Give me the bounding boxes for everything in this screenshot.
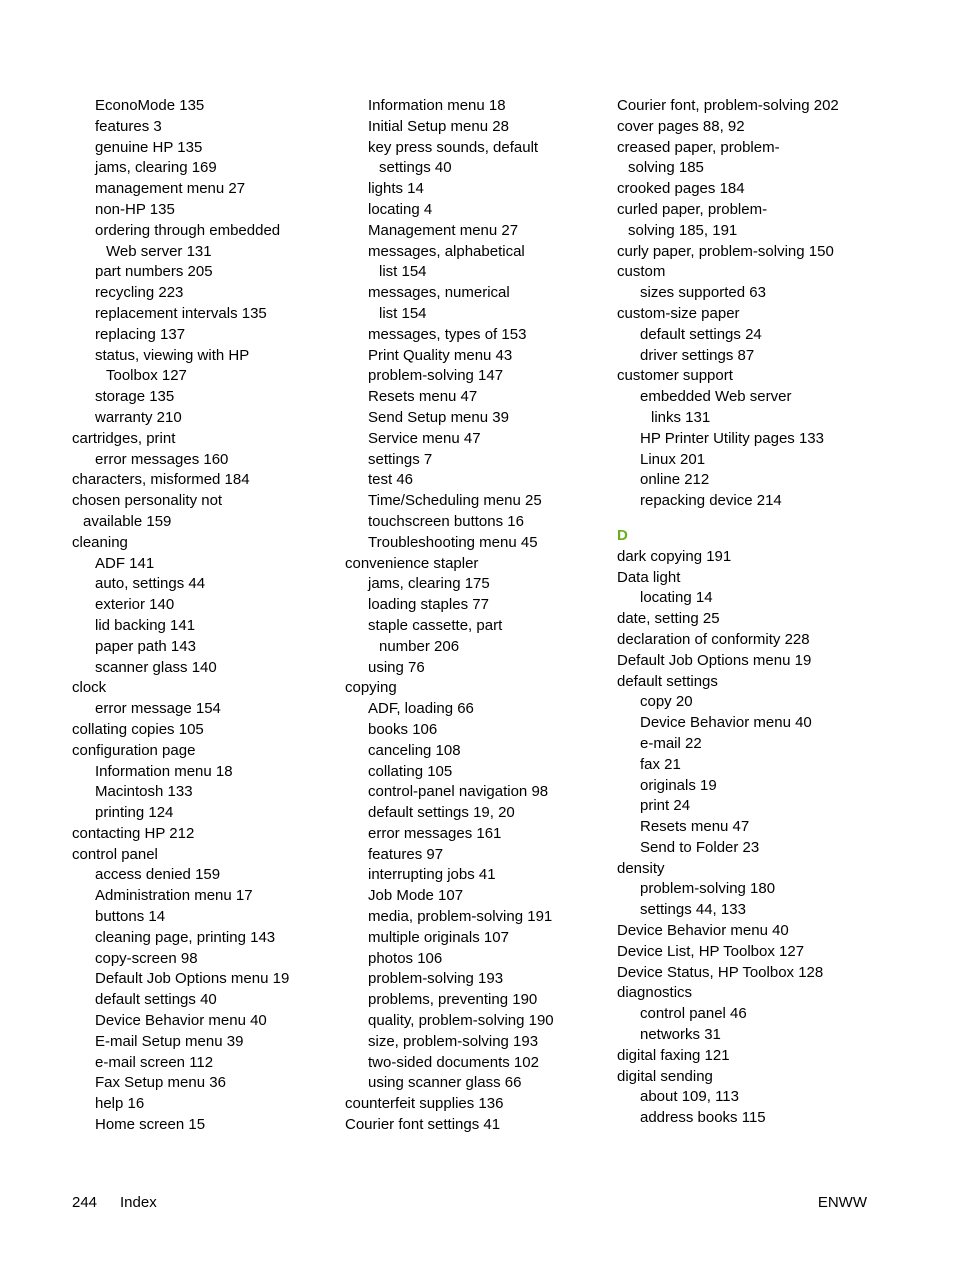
index-entry: curly paper, problem-solving 150 [617,242,834,260]
index-entry: default settings [617,672,718,690]
index-entry-continuation: solving 185, 191 [628,221,738,239]
index-entry: control panel [72,845,158,863]
index-subentry: address books 115 [640,1109,766,1127]
index-entry: custom-size paper [617,304,740,322]
index-subentry: canceling 108 [368,741,461,759]
index-entry-continuation: Toolbox 127 [106,367,187,385]
index-subentry: default settings 40 [95,991,217,1009]
index-subentry: driver settings 87 [640,346,755,364]
index-column-3 [617,96,879,1129]
index-subentry: warranty 210 [95,408,182,426]
index-subentry: locating 14 [640,589,713,607]
index-subentry: Administration menu 17 [95,887,253,905]
index-subentry: two-sided documents 102 [368,1053,539,1071]
index-subentry: Resets menu 47 [640,818,750,836]
index-entry-continuation: Web server 131 [106,242,212,260]
index-entry: cartridges, print [72,429,176,447]
index-subentry: lights 14 [368,180,424,198]
index-entry: customer support [617,367,733,385]
index-subentry: status, viewing with HP [95,346,250,364]
index-subentry: collating 105 [368,762,453,780]
index-subentry: fax 21 [640,755,681,773]
index-entry-continuation: links 131 [651,408,711,426]
index-subentry: messages, types of 153 [368,325,527,343]
index-subentry: online 212 [640,471,710,489]
index-subentry: about 109, 113 [640,1088,739,1106]
index-subentry: ADF, loading 66 [368,700,474,718]
index-entry-line [72,366,334,387]
index-subentry: lid backing 141 [95,616,196,634]
index-entry-line [345,262,607,283]
index-subentry: problems, preventing 190 [368,991,538,1009]
index-entry: creased paper, problem- [617,138,780,156]
index-entry-line [345,158,607,179]
index-entry: date, setting 25 [617,610,720,628]
index-subentry: originals 19 [640,776,717,794]
index-subentry: test 46 [368,471,414,489]
index-entry: Courier font settings 41 [345,1116,501,1134]
index-subentry: media, problem-solving 191 [368,908,553,926]
index-subentry: messages, alphabetical [368,242,525,260]
index-entry: crooked pages 184 [617,180,745,198]
index-subentry: jams, clearing 169 [95,159,217,177]
index-subentry: sizes supported 63 [640,284,766,302]
index-subentry: ADF 141 [95,554,155,572]
index-subentry: recycling 223 [95,284,184,302]
index-entry: Courier font, problem-solving 202 [617,97,839,114]
index-entry-line [72,512,334,533]
index-subentry: features 97 [368,845,444,863]
index-subentry: printing 124 [95,804,174,822]
index-entry-line [345,304,607,325]
index-subentry: Linux 201 [640,450,706,468]
index-subentry: error messages 161 [368,824,502,842]
index-subentry: error message 154 [95,700,221,718]
index-subentry: Information menu 18 [368,97,506,114]
index-subentry: Send Setup menu 39 [368,408,509,426]
index-entry: cover pages 88, 92 [617,117,745,135]
index-subentry: e-mail 22 [640,734,702,752]
index-entry: convenience stapler [345,554,479,572]
index-subentry: Fax Setup menu 36 [95,1074,226,1092]
index-subentry: control-panel navigation 98 [368,783,549,801]
index-subentry: control panel 46 [640,1005,747,1023]
index-entry: Data light [617,568,681,586]
index-subentry: using scanner glass 66 [368,1074,522,1092]
index-subentry: Time/Scheduling menu 25 [368,492,542,510]
index-subentry: cleaning page, printing 143 [95,928,276,946]
index-subentry: default settings 24 [640,325,762,343]
index-entry-line [617,158,879,179]
index-subentry: print 24 [640,797,691,815]
index-subentry: embedded Web server [640,388,792,406]
index-entry: cleaning [72,533,128,551]
index-subentry: paper path 143 [95,637,196,655]
index-entry: declaration of conformity 228 [617,630,810,648]
index-subentry: multiple originals 107 [368,928,509,946]
section-name: Index [120,1194,157,1211]
index-subentry: photos 106 [368,949,443,967]
index-subentry: EconoMode 135 [95,97,205,114]
index-entry-continuation: available 159 [83,512,172,530]
index-subentry: interrupting jobs 41 [368,866,496,884]
index-subentry: E-mail Setup menu 39 [95,1032,244,1050]
index-subentry: replacing 137 [95,325,186,343]
index-subentry: jams, clearing 175 [368,575,490,593]
index-subentry: messages, numerical [368,284,510,302]
index-entry: digital sending [617,1067,713,1085]
index-subentry: Troubleshooting menu 45 [368,533,538,551]
index-entry: chosen personality not [72,492,223,510]
index-entry-line [617,221,879,242]
index-entry: counterfeit supplies 136 [345,1095,504,1113]
index-subentry: Print Quality menu 43 [368,346,513,364]
index-subentry: Device Behavior menu 40 [640,714,812,732]
index-subentry: problem-solving 147 [368,367,504,385]
index-subentry: management menu 27 [95,180,246,198]
index-entry: diagnostics [617,984,693,1002]
index-subentry: copy 20 [640,693,693,711]
page-number: 244 [72,1194,98,1211]
index-entry-continuation: number 206 [379,637,460,655]
index-entry: copying [345,679,397,697]
index-entry-continuation: list 154 [379,263,427,281]
index-entry: characters, misformed 184 [72,471,250,489]
index-entry: Device Status, HP Toolbox 128 [617,963,824,981]
index-subentry: Macintosh 133 [95,783,193,801]
index-subentry: using 76 [368,658,425,676]
index-entry-continuation: list 154 [379,304,427,322]
index-entry: digital faxing 121 [617,1046,730,1064]
index-subentry: repacking device 214 [640,492,782,510]
index-subentry: books 106 [368,720,438,738]
index-entry: contacting HP 212 [72,824,195,842]
index-subentry: settings 44, 133 [640,901,746,919]
index-subentry: part numbers 205 [95,263,213,281]
index-subentry: Send to Folder 23 [640,838,760,856]
index-subentry: ordering through embedded [95,221,281,239]
index-entry: density [617,859,665,877]
brand-label: ENWW [817,1194,867,1211]
index-subentry: storage 135 [95,388,175,406]
index-subentry: locating 4 [368,200,433,218]
index-entry: dark copying 191 [617,547,732,565]
index-subentry: auto, settings 44 [95,575,206,593]
index-subentry: Default Job Options menu 19 [95,970,290,988]
index-entry: collating copies 105 [72,720,204,738]
index-subentry: loading staples 77 [368,596,489,614]
index-subentry: HP Printer Utility pages 133 [640,429,824,447]
index-subentry: e-mail screen 112 [95,1053,214,1071]
index-column-2 [345,96,607,1136]
index-subentry: Initial Setup menu 28 [368,117,509,135]
index-subentry: Management menu 27 [368,221,519,239]
index-subentry: error messages 160 [95,450,229,468]
index-subentry: Information menu 18 [95,762,233,780]
index-subentry: copy-screen 98 [95,949,198,967]
index-subentry: key press sounds, default [368,138,539,156]
index-entry-continuation: solving 185 [628,159,704,177]
index-entry: configuration page [72,741,196,759]
index-entry: clock [72,679,107,697]
index-subentry: Home screen 15 [95,1116,206,1134]
index-subentry: replacement intervals 135 [95,304,267,322]
index-subentry: Device Behavior menu 40 [95,1012,267,1030]
index-subentry: Service menu 47 [368,429,481,447]
index-subentry: genuine HP 135 [95,138,203,156]
index-letter-heading: D [617,526,628,544]
index-subentry: buttons 14 [95,908,166,926]
index-entry-line [72,242,334,263]
index-subentry: exterior 140 [95,596,175,614]
index-column-1 [72,96,334,1136]
index-subentry: networks 31 [640,1026,721,1044]
index-subentry: quality, problem-solving 190 [368,1012,554,1030]
index-entry: Device List, HP Toolbox 127 [617,942,805,960]
index-subentry: Job Mode 107 [368,887,464,905]
index-subentry: features 3 [95,117,162,135]
index-subentry: access denied 159 [95,866,221,884]
index-subentry: problem-solving 193 [368,970,504,988]
index-subentry: scanner glass 140 [95,658,217,676]
index-subentry: default settings 19, 20 [368,804,515,822]
index-entry: curled paper, problem- [617,200,768,218]
index-subentry: problem-solving 180 [640,880,776,898]
index-entry-line [617,408,879,429]
index-subentry: size, problem-solving 193 [368,1032,539,1050]
index-subentry: staple cassette, part [368,616,503,634]
index-entry: Device Behavior menu 40 [617,922,789,940]
index-entry: Default Job Options menu 19 [617,651,812,669]
index-subentry: Resets menu 47 [368,388,478,406]
index-entry-continuation: settings 40 [379,159,452,177]
index-entry: custom [617,263,666,281]
index-subentry: touchscreen buttons 16 [368,512,524,530]
index-subentry: settings 7 [368,450,433,468]
index-subentry: help 16 [95,1095,145,1113]
index-subentry: non-HP 135 [95,200,175,218]
index-entry-line [345,637,607,658]
